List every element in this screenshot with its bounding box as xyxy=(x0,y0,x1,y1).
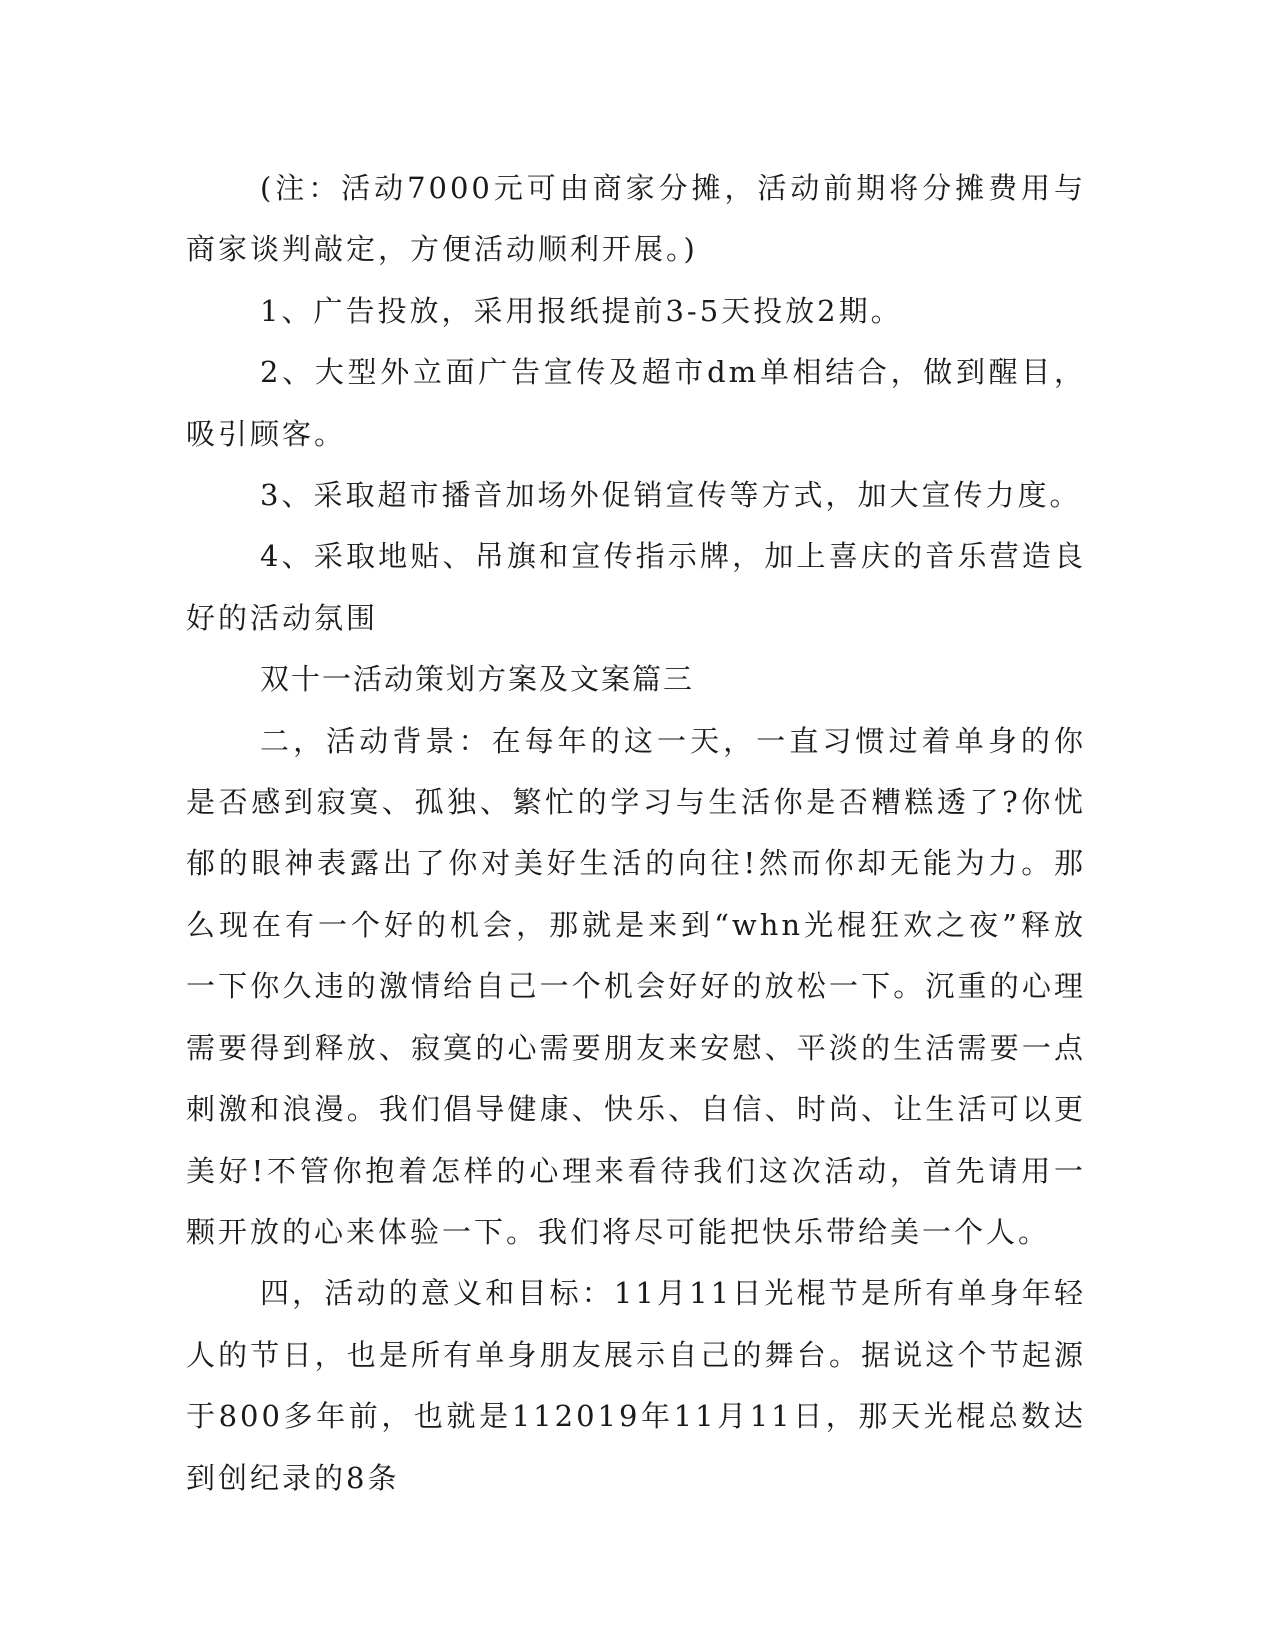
document-body xyxy=(186,158,1086,1509)
background-paragraph: 二，活动背景：在每年的这一天，一直习惯过着单身的你是否感到寂寞、孤独、繁忙的学习与生活你是否糟糕透了?你忧郁的眼神表露出了你对美好生活的向往!然而你却无能为力。那么现在有一个好的机会，那就是来到“whn光棍狂欢之夜”释放一下你久违的激情给自己一个机会好好的放松一下。沉重的心理需要得到释放、寂寞的心需要朋友来安慰、平淡的生活需要一点刺激和浪漫。我们倡导健康、快乐、自信、时尚、让生活可以更美好!不管你抱着怎样的心理来看待我们这次活动，首先请用一颗开放的心来体验一下。我们将尽可能把快乐带给美一个人。 xyxy=(186,723,1086,1249)
list-item-advertising: 1、广告投放，采用报纸提前3-5天投放2期。 xyxy=(260,293,903,328)
significance-paragraph: 四，活动的意义和目标：11月11日光棍节是所有单身年轻人的节日，也是所有单身朋友展示自己的舞台。据说这个节起源于800多年前，也就是112019年11月11日，那天光棍总数达到创纪录的8条 xyxy=(186,1276,1086,1495)
section-heading: 双十一活动策划方案及文案篇三 xyxy=(260,662,695,697)
list-item-broadcast: 3、采取超市播音加场外促销宣传等方式，加大宣传力度。 xyxy=(260,478,1082,513)
list-item-facade-ads: 2、大型外立面广告宣传及超市dm单相结合，做到醒目，吸引顾客。 xyxy=(186,355,1086,451)
list-item-atmosphere: 4、采取地贴、吊旗和宣传指示牌，加上喜庆的音乐营造良好的活动氛围 xyxy=(186,539,1086,635)
note-paragraph: (注：活动7000元可由商家分摊，活动前期将分摊费用与商家谈判敲定，方便活动顺利开展。) xyxy=(186,171,1086,267)
